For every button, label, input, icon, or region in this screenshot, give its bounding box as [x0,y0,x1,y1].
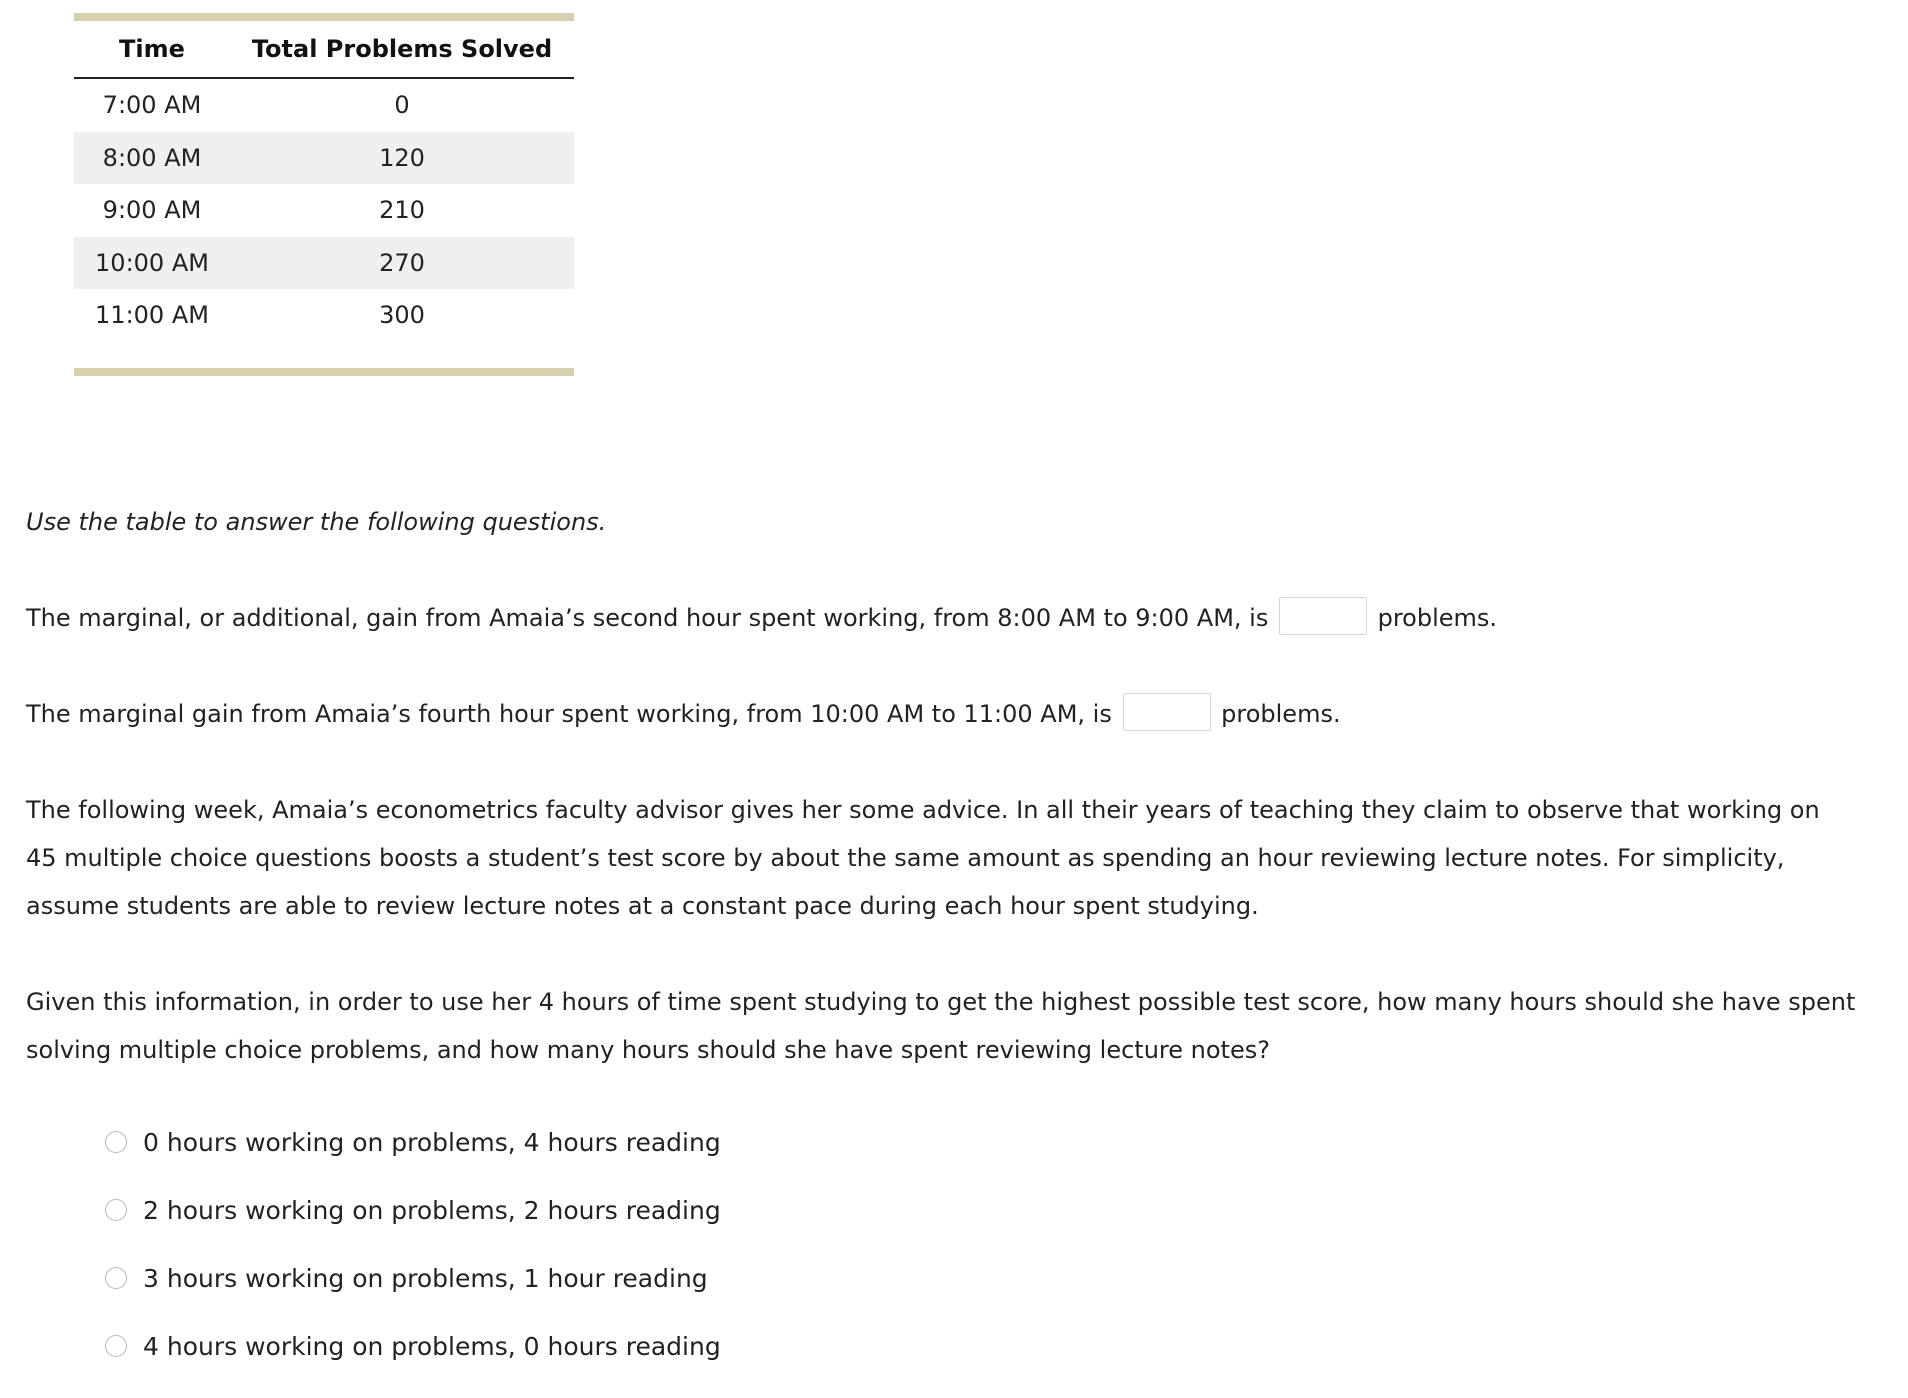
table-row [74,132,574,185]
table-row [74,78,574,132]
answer-option-label: 4 hours working on problems, 0 hours reading [143,1331,721,1361]
problems-unit-label: problems. [1221,700,1341,728]
answer-option[interactable] [105,1176,721,1244]
radio-button[interactable] [105,1131,127,1153]
advisor-advice-text: The following week, Amaia’s econometrics faculty advisor gives her some advice. In all their years of teaching they claim to observe that working on 45 multiple choice questions boosts a student’s test score by about the same amount as spending an hour reviewing lecture notes. For simplicity, assume students are able to review lecture notes at a constant pace during each hour spent studying. [26,796,1820,920]
question-second-hour [26,594,1497,642]
cell-time: 8:00 AM [74,132,230,185]
fourth-hour-gain-input[interactable] [1123,693,1211,731]
problems-data-table [74,21,574,342]
problems-unit-label: problems. [1377,604,1498,632]
table-row [74,184,574,237]
cell-time: 11:00 AM [95,301,209,330]
radio-button[interactable] [105,1267,127,1289]
problems-table [74,13,574,376]
answer-option-label: 2 hours working on problems, 2 hours reading [143,1195,721,1225]
cell-time: 10:00 AM [74,237,230,290]
cell-total: 0 [394,91,410,120]
header-total-problems-solved: Total Problems Solved [230,21,574,78]
cell-total: 270 [230,237,574,290]
second-hour-gain-input[interactable] [1279,597,1367,635]
instructions-text: Use the table to answer the following questions. [26,508,607,536]
answer-option-label: 0 hours working on problems, 4 hours reading [143,1127,721,1157]
answer-option-label: 3 hours working on problems, 1 hour reading [143,1263,708,1293]
answer-option[interactable] [105,1244,721,1312]
table-header-row [74,21,574,78]
question-fourth-hour [26,690,1341,738]
table-row [74,237,574,290]
allocation-question-text: Given this information, in order to use her 4 hours of time spent studying to get the highest possible test score, how many hours should she have spent solving multiple choice problems, and how many hours should she have spent reviewing lecture notes? [26,988,1856,1064]
answer-option[interactable] [105,1312,721,1380]
table-top-rule [74,13,574,21]
answer-options [105,1108,721,1380]
cell-time: 7:00 AM [102,91,202,120]
question-fourth-hour-text: The marginal gain from Amaia’s fourth hour spent working, from 10:00 AM to 11:00 AM, is [26,700,1112,728]
answer-option[interactable] [105,1108,721,1176]
radio-button[interactable] [105,1199,127,1221]
table-row [74,289,574,342]
cell-total: 120 [230,132,574,185]
cell-time: 9:00 AM [102,196,202,225]
header-time: Time [74,21,230,78]
table-bottom-rule [74,368,574,376]
question-second-hour-text: The marginal, or additional, gain from Amaia’s second hour spent working, from 8:00 AM to 9:00 AM, is [26,604,1269,632]
radio-button[interactable] [105,1335,127,1357]
cell-total: 210 [379,196,425,225]
cell-total: 300 [379,301,425,330]
